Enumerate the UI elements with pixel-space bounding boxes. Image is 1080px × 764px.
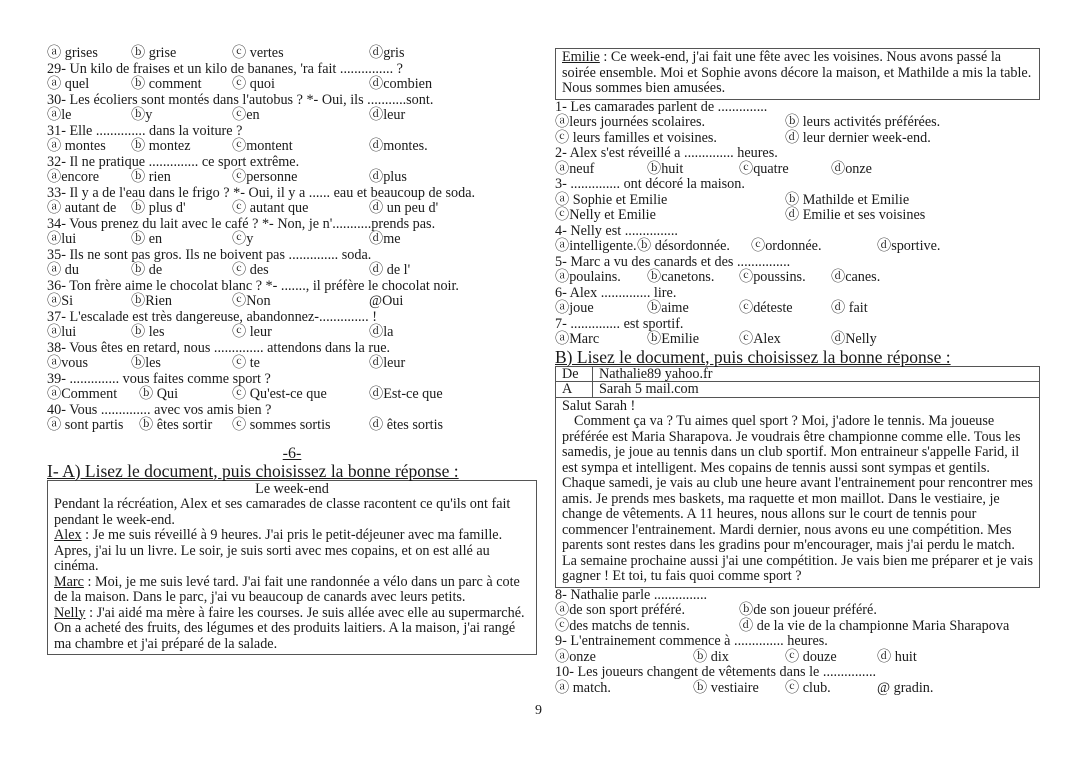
weekend-document: [47, 480, 537, 656]
speaker-text: : J'ai aidé ma mère à faire les courses. Je suis allée avec elle au supermarché. On a acheté des fruits, des légumes et des produits laitiers. A la maison, j'ai rangé ma chambre et j'ai préparé de la salade.: [54, 604, 525, 652]
section-a-title: I- A) Lisez le document, puis choisissez la bonne réponse :: [47, 460, 459, 481]
option-d[interactable]: ⓓsportive.: [877, 238, 941, 254]
from-value: Nathalie89 yahoo.fr: [593, 366, 1040, 382]
option-b[interactable]: ⓑ êtes sortir: [139, 417, 213, 433]
speaker-name: Emilie: [562, 49, 600, 65]
email-body: [555, 398, 1040, 588]
option-d[interactable]: ⓓEst-ce que: [369, 386, 443, 402]
option-b[interactable]: ⓑhuit: [647, 160, 684, 177]
option-a[interactable]: ⓐMarc: [555, 331, 600, 347]
option-c[interactable]: ⓒ leur: [232, 324, 272, 340]
option-a[interactable]: ⓐde son sport préféré.: [555, 602, 686, 618]
option-d[interactable]: ⓓme: [369, 231, 401, 247]
q33-options: [47, 201, 537, 217]
option-b[interactable]: ⓑde son joueur préféré.: [739, 602, 877, 618]
speaker-text: : Moi, je me suis levé tard. J'ai fait une randonnée a vélo dans un parc à cote de la maison. Dans le parc, j'ai vu beaucoup de canards avec leurs petits.: [54, 573, 520, 605]
question-4: 4- Nelly est ...............: [555, 222, 678, 239]
option-b[interactable]: ⓑ en: [131, 231, 163, 247]
option-a[interactable]: ⓐneuf: [555, 160, 595, 177]
section-b-title: B) Lisez le document, puis choisissez la bonne réponse :: [555, 346, 951, 367]
q5-options: [555, 270, 1040, 286]
option-d[interactable]: ⓓ un peu d': [369, 200, 439, 216]
option-b[interactable]: ⓑles: [131, 355, 161, 371]
option-a[interactable]: ⓐjoue: [555, 300, 594, 316]
question-1: 1- Les camarades parlent de ..............: [555, 98, 768, 115]
question-36: 36- Ton frère aime le chocolat blanc ? *- ......., il préfère le chocolat noir.: [47, 277, 459, 294]
option-a[interactable]: ⓐComment: [47, 386, 118, 402]
option-a[interactable]: ⓐ sont partis: [47, 417, 124, 433]
speaker-name: Alex: [54, 527, 82, 543]
option-b[interactable]: ⓑ dix: [693, 648, 729, 665]
option-b[interactable]: ⓑ les: [131, 324, 165, 340]
speaker-name: Marc: [54, 573, 84, 590]
q6-options: [555, 301, 1040, 317]
option-d[interactable]: ⓓcombien: [369, 76, 433, 92]
emilie-document: [555, 48, 1040, 100]
option-c[interactable]: ⓒ te: [232, 355, 260, 371]
option-d[interactable]: ⓓNelly: [831, 331, 877, 347]
q3-options-row1: [555, 193, 1040, 209]
question-35: 35- Ils ne sont pas gros. Ils ne boivent pas .............. soda.: [47, 246, 372, 263]
option-a[interactable]: ⓐ grises: [47, 45, 98, 61]
option-a[interactable]: ⓐ du: [47, 262, 79, 278]
option-c[interactable]: ⓒ vertes: [232, 45, 284, 61]
option-d[interactable]: @Oui: [369, 293, 404, 309]
option-c[interactable]: ⓒ Qu'est-ce que: [232, 386, 327, 402]
q35-options: [47, 263, 537, 279]
option-a[interactable]: ⓐlui: [47, 324, 77, 340]
option-c[interactable]: ⓒquatre: [739, 160, 789, 177]
speaker-text: : Ce week-end, j'ai fait une fête avec les voisines. Nous avons passé la soirée ensemble. Moi et Sophie avons décore la maison, et Mathilde a mis la table. Nous sommes bien amusées.: [562, 49, 1032, 96]
question-9: 9- L'entrainement commence à .............. heures.: [555, 633, 828, 649]
option-d[interactable]: ⓓonze: [831, 160, 872, 177]
nelly-paragraph: [54, 606, 530, 653]
option-d[interactable]: ⓓ fait: [831, 300, 868, 316]
q4-options: [555, 239, 1040, 255]
question-29: 29- Un kilo de fraises et un kilo de bananes, 'ra fait ............... ?: [47, 60, 403, 77]
option-b[interactable]: ⓑ de: [131, 262, 163, 278]
option-b[interactable]: ⓑ Qui: [139, 386, 179, 402]
option-b[interactable]: ⓑEmilie: [647, 331, 700, 347]
option-b[interactable]: ⓑy: [131, 107, 153, 123]
option-a[interactable]: ⓐvous: [47, 355, 88, 371]
question-30: 30- Les écoliers sont montés dans l'autobus ? *- Oui, ils ...........sont.: [47, 91, 434, 108]
option-d[interactable]: ⓓleur: [369, 107, 406, 123]
option-b[interactable]: ⓑ grise: [131, 45, 177, 61]
option-c[interactable]: ⓒpoussins.: [739, 269, 806, 285]
section-number: -6-: [282, 444, 302, 462]
q36-options: [47, 294, 537, 310]
option-b[interactable]: ⓑ rien: [131, 169, 171, 185]
q31-options: [47, 139, 537, 155]
option-a[interactable]: ⓐpoulains.: [555, 269, 621, 285]
option-c[interactable]: ⓒordonnée.: [751, 238, 822, 254]
q37-options: [47, 325, 537, 341]
q30-options: [47, 108, 537, 124]
option-c[interactable]: ⓒ autant que: [232, 200, 309, 216]
option-c[interactable]: ⓒpersonne: [232, 169, 298, 185]
option-d[interactable]: ⓓplus: [369, 169, 407, 185]
option-d[interactable]: ⓓleur: [369, 355, 406, 371]
option-d[interactable]: ⓓ leur dernier week-end.: [785, 129, 931, 146]
alex-paragraph: [54, 528, 530, 575]
speaker-text: : Je me suis réveillé à 9 heures. J'ai pris le petit-déjeuner avec ma famille. Apres, j'ai lu un livre. Le soir, je suis sorti avec mes copains, et on est allé au cinéma.: [54, 527, 503, 574]
option-c[interactable]: ⓒy: [232, 231, 254, 247]
option-a[interactable]: ⓐintelligente.: [555, 238, 637, 254]
option-a[interactable]: ⓐ montes: [47, 138, 106, 154]
question-6: 6- Alex .............. lire.: [555, 284, 677, 301]
speaker-name: Nelly: [54, 604, 86, 621]
option-c[interactable]: ⓒ sommes sortis: [232, 417, 331, 433]
option-b[interactable]: ⓑ montez: [131, 138, 191, 154]
q32-options: [47, 170, 537, 186]
document-intro: Pendant la récréation, Alex et ses camarades de classe racontent ce qu'ils ont fait pendant le week-end.: [54, 496, 511, 528]
option-a[interactable]: ⓐ Sophie et Emilie: [555, 191, 668, 208]
option-d[interactable]: ⓓ Emilie et ses voisines: [785, 207, 926, 223]
page-number: 9: [535, 703, 542, 718]
document-title: Le week-end: [255, 480, 329, 497]
email-to-row: [556, 382, 1040, 398]
option-a[interactable]: ⓐ match.: [555, 679, 611, 696]
question-39: 39- .............. vous faites comme sport ?: [47, 370, 271, 387]
q34-options: [47, 232, 537, 248]
option-a[interactable]: ⓐencore: [47, 169, 99, 185]
email-header: [555, 366, 1040, 398]
question-37: 37- L'escalade est très dangereuse, abandonnez-.............. !: [47, 308, 377, 325]
question-7: 7- .............. est sportif.: [555, 315, 684, 332]
q39-options: [47, 387, 537, 403]
q3-options-row2: [555, 208, 1040, 224]
email-text: Comment ça va ? Tu aimes quel sport ? Moi, j'adore le tennis. Ma joueuse préférée est Maria Sharapova. Je voudrais être championne comme elle. Tous les samedis, je joue au tennis dans un club sportif. Mon entraineur s'appelle Farid, il est sympa et intelligent. Mes copains de tennis aussi sont sympas et gentils. Chaque samedi, je vais au club une heure avant l'entrainement pour rencontrer mes amis. Je prends mes baskets, ma raquette et mon maillot. Dans le vestiaire, je change de vêtements. A 11 heures, nous allons sur le court de tennis pour commencer l'entrainement. Mardi dernier, nous avons eu une compétition. Mes parents sont restes dans les gradins pour m'encourager, mais j'ai perdu le match. La semaine prochaine aussi j'ai une compétition. Je vais bien me préparer et je vais gagner ! Et toi, tu fais quoi comme sport ?: [562, 413, 1033, 584]
question-8: 8- Nathalie parle ...............: [555, 586, 708, 603]
option-a[interactable]: ⓐSi: [47, 293, 74, 309]
emilie-paragraph: [562, 50, 1033, 97]
question-34: 34- Vous prenez du lait avec le café ? *- Non, je n'...........prends pas.: [47, 215, 436, 232]
option-c[interactable]: ⓒ quoi: [232, 76, 275, 92]
option-d[interactable]: @ gradin.: [877, 679, 934, 696]
q1-options-row2: [555, 131, 1040, 147]
q40-options: [47, 418, 537, 434]
option-a[interactable]: ⓐle: [47, 107, 72, 123]
question-5: 5- Marc a vu des canards et des ...............: [555, 253, 791, 270]
from-label: De: [556, 366, 593, 382]
option-c[interactable]: ⓒ douze: [785, 648, 837, 665]
option-c[interactable]: ⓒNon: [232, 293, 271, 309]
q9-options: [555, 650, 1040, 666]
option-c[interactable]: ⓒ leurs familles et voisines.: [555, 129, 717, 146]
option-b[interactable]: ⓑ vestiaire: [693, 679, 759, 696]
q2-options: [555, 162, 1040, 178]
marc-paragraph: [54, 575, 530, 606]
option-c[interactable]: ⓒ des: [232, 262, 269, 278]
left-column: [47, 46, 537, 655]
q7-options: [555, 332, 1040, 348]
to-value: Sarah 5 mail.com: [593, 382, 1040, 398]
option-d[interactable]: ⓓmontes.: [369, 138, 428, 154]
option-b[interactable]: ⓑcanetons.: [647, 269, 715, 285]
option-b[interactable]: ⓑaime: [647, 300, 689, 316]
option-b[interactable]: ⓑ désordonnée.: [637, 238, 730, 254]
q28-options: [47, 46, 537, 62]
to-label: A: [556, 382, 593, 398]
q10-options: [555, 681, 1040, 697]
question-3: 3- .............. ont décoré la maison.: [555, 176, 745, 192]
option-d[interactable]: ⓓ êtes sortis: [369, 417, 444, 433]
question-10: 10- Les joueurs changent de vêtements dans le ...............: [555, 664, 877, 680]
option-d[interactable]: ⓓ de la vie de la championne Maria Sharapova: [739, 617, 1010, 634]
option-c[interactable]: ⓒ club.: [785, 679, 831, 696]
q38-options: [47, 356, 537, 372]
option-d[interactable]: ⓓcanes.: [831, 269, 881, 285]
question-38: 38- Vous êtes en retard, nous .............. attendons dans la rue.: [47, 339, 391, 356]
q8-options-row1: [555, 603, 1040, 619]
option-d[interactable]: ⓓgris: [369, 45, 405, 61]
question-31: 31- Elle .............. dans la voiture ?: [47, 122, 243, 139]
email-from-row: [556, 366, 1040, 382]
option-a[interactable]: ⓐ quel: [47, 76, 90, 92]
q8-options-row2: [555, 619, 1040, 635]
option-b[interactable]: ⓑ comment: [131, 76, 202, 92]
q29-options: [47, 77, 537, 93]
option-b[interactable]: ⓑ leurs activités préférées.: [785, 114, 941, 130]
question-2: 2- Alex s'est réveillé a .............. heures.: [555, 145, 778, 161]
option-a[interactable]: ⓐlui: [47, 231, 77, 247]
option-c[interactable]: ⓒNelly et Emilie: [555, 207, 656, 223]
email-greeting: Salut Sarah !: [562, 397, 636, 414]
question-33: 33- Il y a de l'eau dans le frigo ? *- Oui, il y a ...... eau et beaucoup de soda.: [47, 184, 476, 201]
option-d[interactable]: ⓓla: [369, 324, 394, 340]
option-a[interactable]: ⓐonze: [555, 648, 596, 665]
q1-options-row1: [555, 115, 1040, 131]
option-b[interactable]: ⓑ plus d': [131, 200, 186, 216]
question-32: 32- Il ne pratique .............. ce sport extrême.: [47, 153, 300, 170]
option-a[interactable]: ⓐ autant de: [47, 200, 117, 216]
option-a[interactable]: ⓐleurs journées scolaires.: [555, 114, 706, 130]
option-c[interactable]: ⓒAlex: [739, 331, 781, 347]
option-c[interactable]: ⓒdéteste: [739, 300, 793, 316]
option-c[interactable]: ⓒmontent: [232, 138, 293, 154]
right-column: [555, 46, 1040, 696]
question-40: 40- Vous .............. avec vos amis bien ?: [47, 401, 272, 418]
option-d[interactable]: ⓓ huit: [877, 648, 917, 665]
option-b[interactable]: ⓑ Mathilde et Emilie: [785, 191, 910, 208]
option-c[interactable]: ⓒen: [232, 107, 260, 123]
option-d[interactable]: ⓓ de l': [369, 262, 411, 278]
option-b[interactable]: ⓑRien: [131, 293, 172, 309]
option-c[interactable]: ⓒdes matchs de tennis.: [555, 617, 690, 634]
